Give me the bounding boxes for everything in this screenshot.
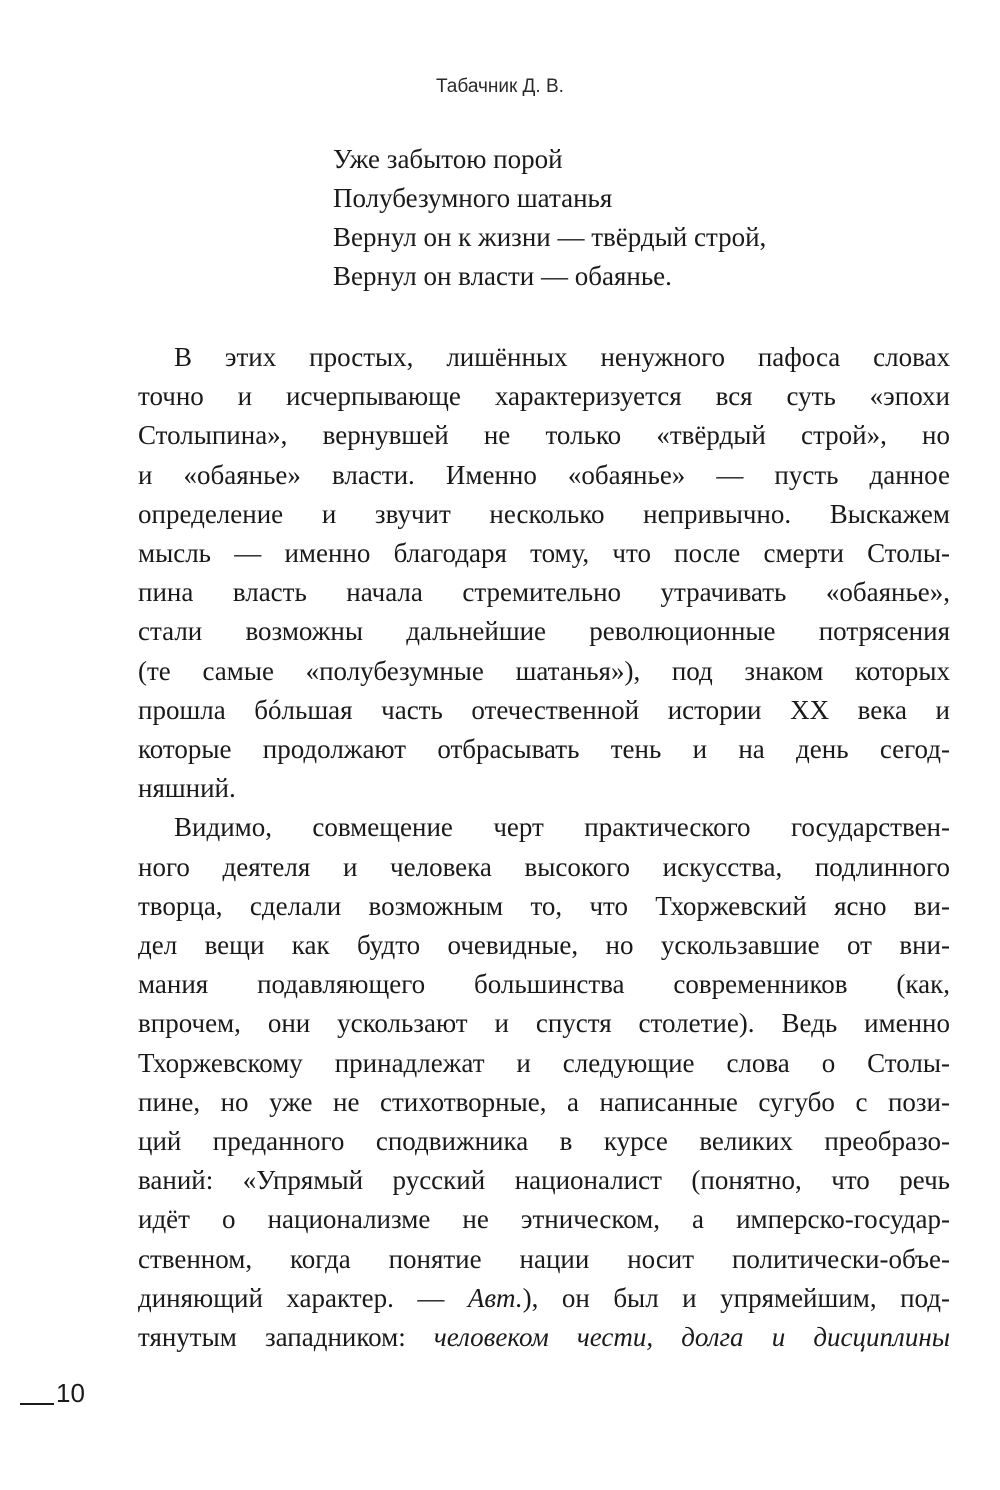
text-line: (те самые «полубезумные шатанья»), под знаком которых <box>138 655 950 686</box>
text-line: мысль — именно благодаря тому, что после смерти Столы- <box>138 538 950 569</box>
poem-line: Вернул он власти — обаянье. <box>333 261 672 291</box>
paragraph-2 <box>138 808 950 1357</box>
poem-line: Вернул он к жизни — твёрдый строй, <box>333 222 767 252</box>
running-head: Табачник Д. В. <box>436 76 564 97</box>
text-line: определение и звучит несколько непривычно. Выскажем <box>138 498 950 529</box>
paragraph-1 <box>138 338 950 808</box>
folio-rule <box>20 1403 54 1405</box>
text-line-mixed <box>138 1279 950 1318</box>
author-abbreviation: Авт. <box>467 1282 523 1313</box>
text-line: пина власть начала стремительно утрачивать «обаянье», <box>138 577 950 608</box>
text-line: впрочем, они ускользают и спустя столетие). Ведь именно <box>138 1008 950 1039</box>
poem-line: Полубезумного шатанья <box>333 183 613 213</box>
text-line: стали возможны дальнейшие революционные потрясения <box>138 616 950 647</box>
text-line: Тхоржевскому принадлежат и следующие слова о Столы- <box>138 1047 950 1078</box>
italic-quote-fragment: человеком чести, долга и дисциплины <box>433 1322 950 1353</box>
text-line: прошла бóльшая часть отечественной истории XX века и <box>138 694 950 725</box>
text-line: точно и исчерпывающе характеризуется вся суть «эпохи <box>138 381 950 412</box>
text-line: творца, сделали возможным то, что Тхоржевский ясно ви- <box>138 890 950 921</box>
text-line: ций преданного сподвижника в курсе великих преобразо- <box>138 1126 950 1157</box>
text-line: ваний: «Упрямый русский националист (понятно, что речь <box>138 1165 950 1196</box>
text-line: пине, но уже не стихотворные, а написанные сугубо с пози- <box>138 1086 950 1117</box>
text-line: идёт о национализме не этническом, а имперско-государ- <box>138 1204 950 1235</box>
text-line: ного деятеля и человека высокого искусства, подлинного <box>138 851 950 882</box>
text-fragment: диняющий характер. — <box>138 1282 468 1313</box>
text-line: Видимо, совмещение черт практического государствен- <box>174 812 950 843</box>
text-line: которые продолжают отбрасывать тень и на день сегод- <box>138 734 950 765</box>
text-line: и «обаянье» власти. Именно «обаянье» — пусть данное <box>138 459 950 490</box>
page-number <box>20 1378 85 1409</box>
text-line: Столыпина», вернувшей не только «твёрдый строй», но <box>138 420 950 451</box>
body-text <box>138 338 950 1357</box>
poem-line: Уже забытою порой <box>333 144 563 174</box>
text-line: дел вещи как будто очевидные, но ускользавшие от вни- <box>138 930 950 961</box>
text-line: няшний. <box>138 773 236 804</box>
text-fragment: ), он был и упрямейшим, под- <box>522 1282 950 1313</box>
text-line: В этих простых, лишённых ненужного пафоса словах <box>174 342 950 372</box>
page-number-value: 10 <box>56 1378 85 1408</box>
poem-epigraph <box>333 140 766 296</box>
text-line: ственном, когда понятие нации носит политически-объе- <box>138 1243 950 1274</box>
text-fragment: тянутым западником: <box>138 1322 434 1353</box>
text-line: мания подавляющего большинства современников (как, <box>138 969 950 1000</box>
text-line-mixed <box>138 1318 950 1357</box>
